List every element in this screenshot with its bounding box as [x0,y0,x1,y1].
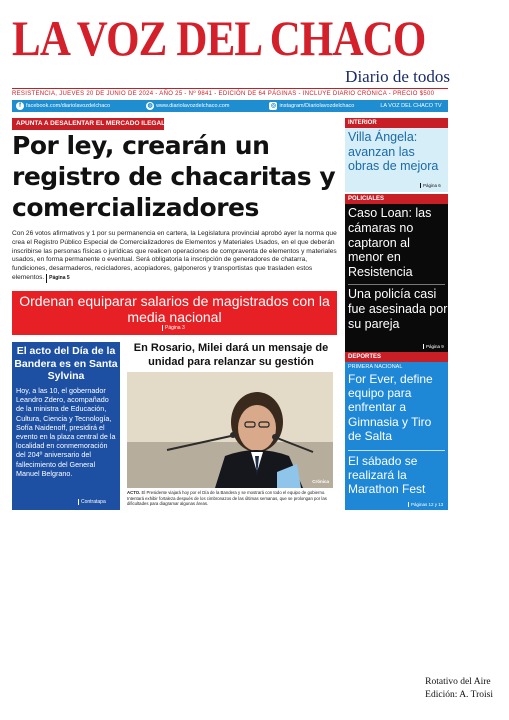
newspaper-masthead: LA VOZ DEL CHACO [12,10,426,66]
footer-credit [425,676,493,702]
deportes-stories[interactable] [345,362,448,510]
lead-kicker: APUNTA A DESALENTAR EL MERCADO ILEGAL [12,118,164,130]
section-policiales: POLICIALES [345,194,448,204]
primera-nacional-label: PRIMERA NACIONAL [348,364,403,370]
web-link: www.diariolavozdelchaco.com [156,103,230,109]
milei-headline[interactable]: En Rosario, Milei dará un mensaje de unidad para relanzar su gestión [133,342,329,368]
deportes-page-ref: Páginas 12 y 13 [408,502,443,507]
policiales-page-ref: Página 9 [423,344,444,349]
wages-story[interactable] [12,291,337,335]
lead-body [12,230,342,283]
social-facebook[interactable] [16,102,110,110]
section-deportes: DEPORTES [345,352,448,362]
globe-icon: ◍ [147,103,153,109]
social-bar [12,100,448,112]
interior-headline: Villa Ángela: avanzan las obras de mejora [348,130,439,173]
wages-headline: Ordenan equiparar salarios de magistrados con la media nacional [19,293,330,325]
bandera-body: Hoy, a las 10, el gobernador Leandro Zdero, acompañado de la ministra de Educación, Cultura, Ciencia y Tecnología, Sofía Naidenoff, presidirá el evento en la plaza central de la localidad en conmemoración del 204º aniversario del fallecimiento del General Manuel Belgrano. [16,386,116,478]
social-web[interactable] [146,102,229,110]
lead-headline[interactable]: Por ley, crearán un registro de chacaritas y comercializadores [12,131,336,222]
footer-line-2: Edición: A. Troisi [425,690,493,700]
instagram-link: instagram/Diariolavozdelchaco [279,103,355,109]
facebook-link: facebook.com/diariolavozdelchaco [26,103,111,109]
masthead-subtitle: Diario de todos [345,67,450,86]
milei-photo[interactable] [127,372,333,488]
marathon-headline: El sábado se realizará la Marathon Fest [348,454,426,497]
policiales-stories[interactable] [345,204,448,352]
interior-story[interactable] [345,128,448,192]
facebook-icon: f [16,102,24,110]
divider [348,284,445,285]
president-speaking-illustration [127,372,333,488]
caption-text: El Presidente viajará hoy por el Día de la Bandera y se mostrará con todo el equipo de gobierno. Intentará exhibir fortaleza después de los cimbronazos de las últimas semanas, que se prolongan por las dificultades para diagramar algunas áreas. [127,490,327,507]
lead-page-ref: Página 5 [46,274,70,283]
caption-label: ACTO. [127,490,141,495]
bandera-title: El acto del Día de la Bandera es en Santa Sylvina [14,345,118,382]
footer-line-1: Rotativo del Aire [425,677,491,687]
social-instagram[interactable] [269,102,354,110]
tv-link: LA VOZ DEL CHACO TV [380,103,442,109]
milei-caption [127,490,333,507]
policia-headline: Una policía casi fue asesinada por su pareja [348,287,448,331]
wages-page-ref: Página 3 [162,325,185,331]
interior-page-ref: Página 6 [420,183,441,188]
instagram-icon: ◎ [270,103,277,109]
forever-headline: For Ever, define equipo para enfrentar a Gimnasia y Tiro de Salta [348,372,433,443]
bandera-page-ref: Contratapa [78,499,106,505]
bandera-story[interactable] [12,342,120,510]
loan-headline: Caso Loan: las cámaras no captaron al menor en Resistencia [348,206,432,280]
lead-body-text: Con 26 votos afirmativos y 1 por su permanencia en cartera, la Legislatura provincial aprobó ayer la norma que crea el Registro Público Especial de Comercializadores de Elementos y Materiales Usados, en el que deberán inscribirse las personas físicas o jurídicas que realicen operaciones de compraventa de elementos y materiales usados, en forma permanente o eventual. Será obligatoria la inscripción de generadores de chatarra, fundiciones, desarmaderos, recicladores, acopiadores, galponeros y transportistas que trasladen estos elementos. [12,230,337,281]
social-tv[interactable] [380,103,441,109]
section-interior: INTERIOR [345,118,448,128]
photo-credit: Crónica [312,479,329,484]
edition-info-line: RESISTENCIA, JUEVES 20 DE JUNIO DE 2024 - AÑO 25 - Nº 9841 - EDICIÓN DE 64 PÁGINAS - INCLUYE DIARIO CRÓNICA - PRECIO $500 [12,88,448,97]
divider [348,450,445,451]
